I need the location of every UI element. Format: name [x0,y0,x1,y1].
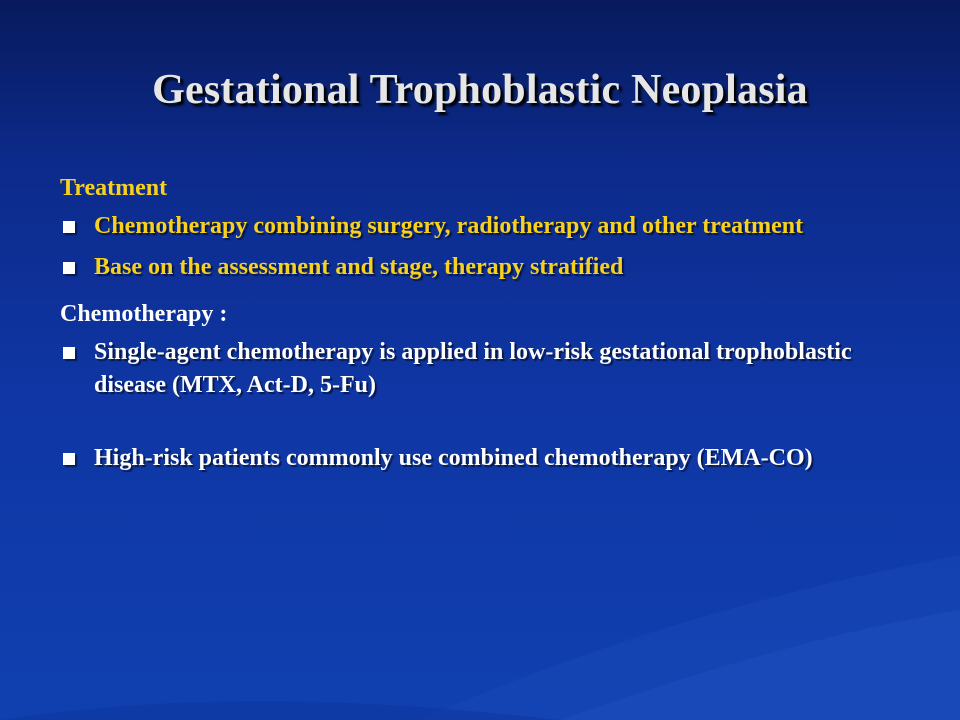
square-bullet-icon [63,347,75,359]
list-item [60,442,920,475]
bullet-text: Single-agent chemotherapy is applied in low-risk gestational trophoblastic disease (MTX, Act-D, 5-Fu) [94,339,852,398]
list-item [60,336,920,402]
square-bullet-icon [63,262,75,274]
list-item [60,251,920,284]
square-bullet-icon [63,453,75,465]
chemotherapy-heading: Chemotherapy : [60,301,228,327]
bullet-text: Base on the assessment and stage, therapy stratified [94,254,624,280]
slide-body [60,170,920,475]
treatment-heading: Treatment [60,175,168,201]
bullet-text: Chemotherapy combining surgery, radiotherapy and other treatment [94,213,804,239]
square-bullet-icon [63,221,75,233]
bullet-text: High-risk patients commonly use combined chemotherapy (EMA-CO) [94,445,813,471]
slide-title: Gestational Trophoblastic Neoplasia [152,67,808,113]
list-item [60,210,920,243]
